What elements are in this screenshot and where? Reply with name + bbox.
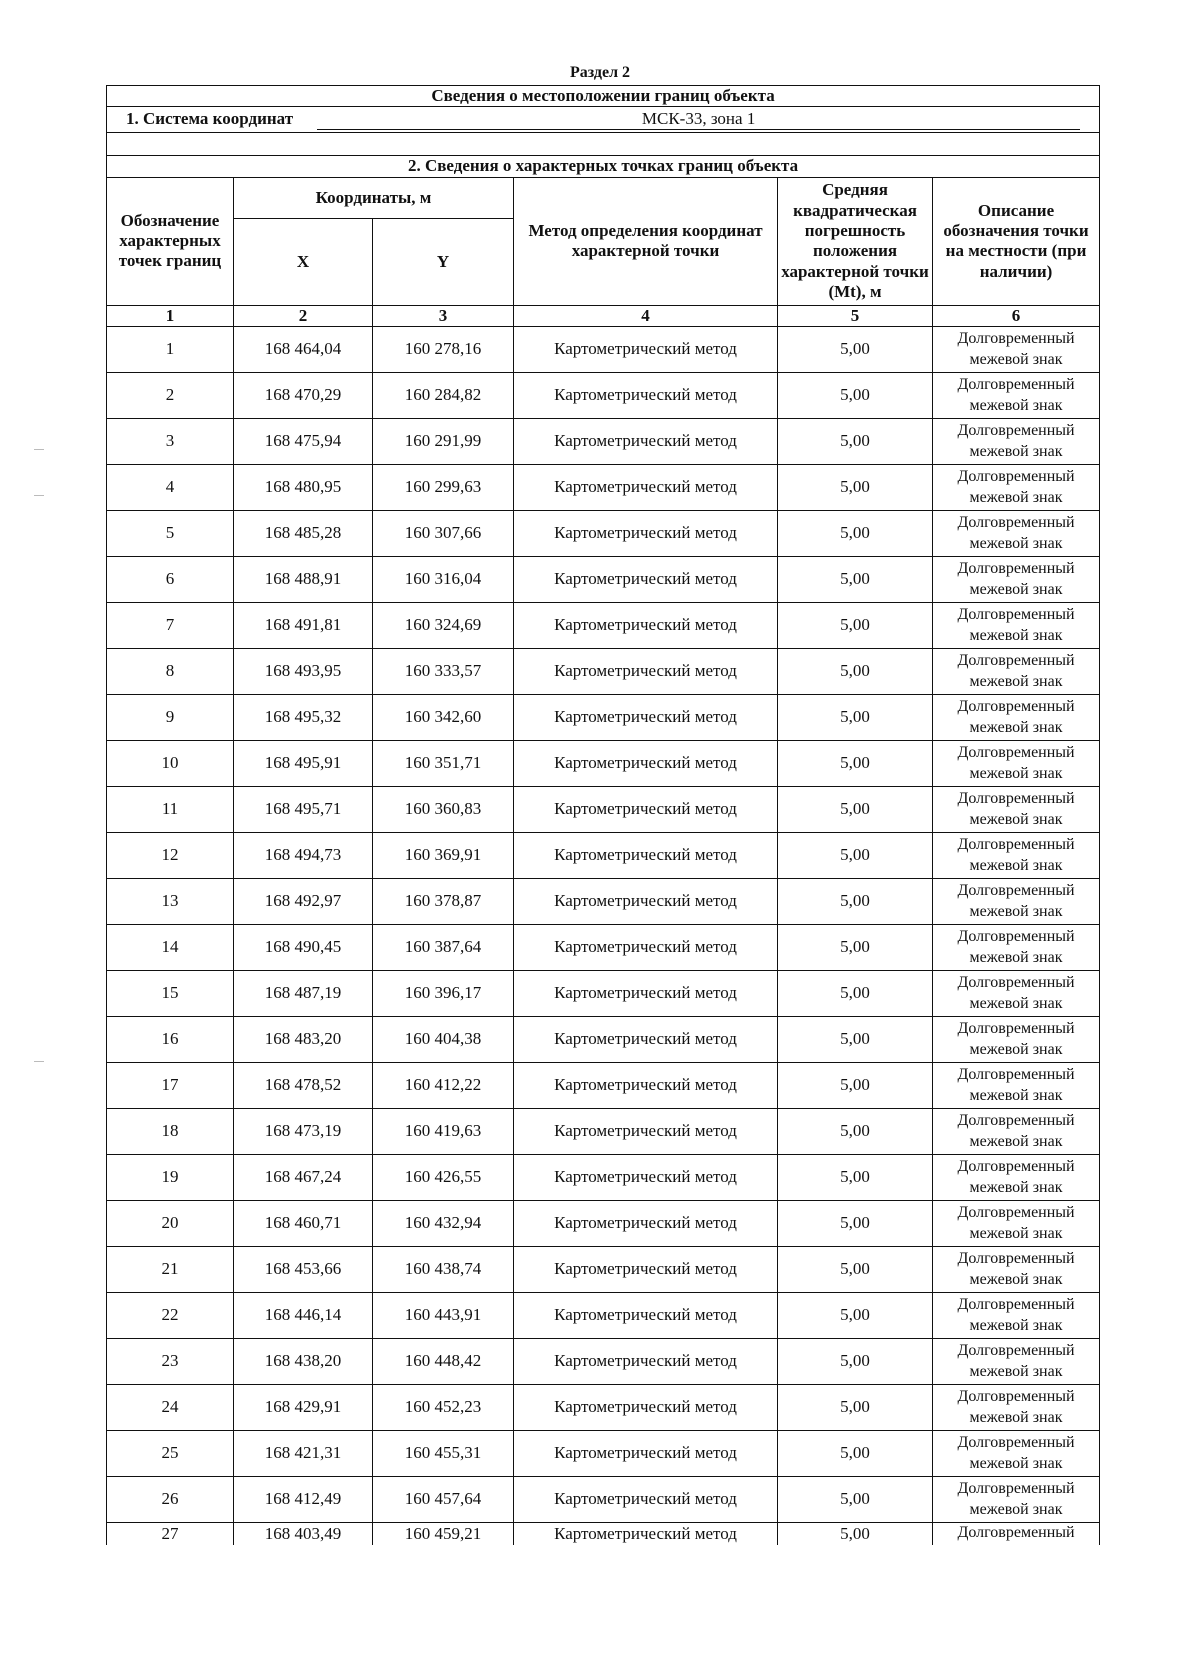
column-number: 6: [933, 305, 1100, 326]
table-row: [107, 1477, 1100, 1523]
description: Долговременный межевой знак: [933, 1155, 1100, 1201]
column-number: 2: [234, 305, 373, 326]
coord-x: 168 429,91: [234, 1385, 373, 1431]
method: Картометрический метод: [514, 925, 778, 971]
description: Долговременный межевой знак: [933, 649, 1100, 695]
coord-y: 160 438,74: [373, 1247, 514, 1293]
coord-x: 168 485,28: [234, 511, 373, 557]
coord-x: 168 412,49: [234, 1477, 373, 1523]
description: Долговременный межевой знак: [933, 419, 1100, 465]
coord-y: 160 342,60: [373, 695, 514, 741]
point-number: 8: [107, 649, 234, 695]
scan-mark: [34, 1061, 44, 1062]
coord-x: 168 460,71: [234, 1201, 373, 1247]
header-x: X: [234, 218, 373, 305]
method: Картометрический метод: [514, 1247, 778, 1293]
mt-value: 5,00: [778, 373, 933, 419]
description: Долговременный межевой знак: [933, 741, 1100, 787]
method: Картометрический метод: [514, 511, 778, 557]
coord-x: 168 473,19: [234, 1109, 373, 1155]
table-row: [107, 603, 1100, 649]
boundary-table: [106, 85, 1100, 1545]
coord-y: 160 291,99: [373, 419, 514, 465]
point-number: 26: [107, 1477, 234, 1523]
table-row: [107, 1293, 1100, 1339]
description: Долговременный межевой знак: [933, 1477, 1100, 1523]
coord-x: 168 491,81: [234, 603, 373, 649]
table-row: [107, 1385, 1100, 1431]
point-number: 20: [107, 1201, 234, 1247]
coord-x: 168 483,20: [234, 1017, 373, 1063]
coord-y: 160 333,57: [373, 649, 514, 695]
method: Картометрический метод: [514, 695, 778, 741]
method: Картометрический метод: [514, 1477, 778, 1523]
mt-value: 5,00: [778, 1155, 933, 1201]
mt-value: 5,00: [778, 1109, 933, 1155]
column-number: 4: [514, 305, 778, 326]
mt-value: 5,00: [778, 557, 933, 603]
coord-y: 160 278,16: [373, 327, 514, 373]
table-row: [107, 557, 1100, 603]
table-row: [107, 419, 1100, 465]
description: Долговременный межевой знак: [933, 1017, 1100, 1063]
point-number: 4: [107, 465, 234, 511]
table-row: [107, 741, 1100, 787]
mt-value: 5,00: [778, 1385, 933, 1431]
header-method: Метод определения координат характерной точки: [514, 177, 778, 305]
method: Картометрический метод: [514, 787, 778, 833]
coord-y: 160 360,83: [373, 787, 514, 833]
mt-value: 5,00: [778, 1293, 933, 1339]
table-row: [107, 1523, 1100, 1546]
mt-value: 5,00: [778, 787, 933, 833]
coord-y: 160 378,87: [373, 879, 514, 925]
coord-y: 160 457,64: [373, 1477, 514, 1523]
description: Долговременный межевой знак: [933, 1339, 1100, 1385]
coord-system-value: МСК-33, зона 1: [317, 109, 1080, 130]
method: Картометрический метод: [514, 327, 778, 373]
point-number: 11: [107, 787, 234, 833]
mt-value: 5,00: [778, 1247, 933, 1293]
method: Картометрический метод: [514, 1293, 778, 1339]
description: Долговременный межевой знак: [933, 327, 1100, 373]
point-number: 22: [107, 1293, 234, 1339]
point-number: 12: [107, 833, 234, 879]
point-number: 27: [107, 1523, 234, 1546]
mt-value: 5,00: [778, 327, 933, 373]
table-row: [107, 787, 1100, 833]
mt-value: 5,00: [778, 1017, 933, 1063]
coord-y: 160 426,55: [373, 1155, 514, 1201]
coord-x: 168 493,95: [234, 649, 373, 695]
mt-value: 5,00: [778, 695, 933, 741]
coord-x: 168 495,32: [234, 695, 373, 741]
point-number: 6: [107, 557, 234, 603]
coord-x: 168 403,49: [234, 1523, 373, 1546]
coord-x: 168 478,52: [234, 1063, 373, 1109]
coord-x: 168 446,14: [234, 1293, 373, 1339]
coord-x: 168 495,91: [234, 741, 373, 787]
coord-system-row: [107, 107, 1100, 133]
description: Долговременный межевой знак: [933, 373, 1100, 419]
coord-y: 160 396,17: [373, 971, 514, 1017]
description: Долговременный межевой знак: [933, 557, 1100, 603]
table-title: Сведения о местоположении границ объекта: [107, 86, 1100, 107]
description: Долговременный: [933, 1523, 1100, 1546]
coord-x: 168 494,73: [234, 833, 373, 879]
method: Картометрический метод: [514, 1201, 778, 1247]
point-number: 14: [107, 925, 234, 971]
coord-y: 160 307,66: [373, 511, 514, 557]
mt-value: 5,00: [778, 741, 933, 787]
table-row: [107, 1063, 1100, 1109]
coord-x: 168 470,29: [234, 373, 373, 419]
description: Долговременный межевой знак: [933, 511, 1100, 557]
coord-y: 160 351,71: [373, 741, 514, 787]
header-y: Y: [373, 218, 514, 305]
method: Картометрический метод: [514, 419, 778, 465]
column-number: 1: [107, 305, 234, 326]
method: Картометрический метод: [514, 1109, 778, 1155]
point-number: 3: [107, 419, 234, 465]
mt-value: 5,00: [778, 603, 933, 649]
description: Долговременный межевой знак: [933, 1109, 1100, 1155]
mt-value: 5,00: [778, 1431, 933, 1477]
mt-value: 5,00: [778, 649, 933, 695]
description: Долговременный межевой знак: [933, 695, 1100, 741]
mt-value: 5,00: [778, 1339, 933, 1385]
point-number: 15: [107, 971, 234, 1017]
point-number: 18: [107, 1109, 234, 1155]
description: Долговременный межевой знак: [933, 1247, 1100, 1293]
point-number: 24: [107, 1385, 234, 1431]
coord-y: 160 443,91: [373, 1293, 514, 1339]
table-row: [107, 1339, 1100, 1385]
scan-mark: [34, 495, 44, 496]
coord-x: 168 467,24: [234, 1155, 373, 1201]
header-designation: Обозначение характерных точек границ: [107, 177, 234, 305]
point-number: 10: [107, 741, 234, 787]
method: Картометрический метод: [514, 1063, 778, 1109]
header-description: Описание обозначения точки на местности (при наличии): [933, 177, 1100, 305]
coord-y: 160 419,63: [373, 1109, 514, 1155]
table-row: [107, 1017, 1100, 1063]
mt-value: 5,00: [778, 879, 933, 925]
method: Картометрический метод: [514, 373, 778, 419]
method: Картометрический метод: [514, 649, 778, 695]
coord-x: 168 488,91: [234, 557, 373, 603]
description: Долговременный межевой знак: [933, 879, 1100, 925]
mt-value: 5,00: [778, 925, 933, 971]
method: Картометрический метод: [514, 1155, 778, 1201]
mt-value: 5,00: [778, 1477, 933, 1523]
table-row: [107, 1201, 1100, 1247]
coord-y: 160 448,42: [373, 1339, 514, 1385]
mt-value: 5,00: [778, 833, 933, 879]
coord-y: 160 299,63: [373, 465, 514, 511]
mt-value: 5,00: [778, 971, 933, 1017]
point-number: 16: [107, 1017, 234, 1063]
section-title: Раздел 2: [569, 64, 631, 81]
method: Картометрический метод: [514, 1339, 778, 1385]
description: Долговременный межевой знак: [933, 1063, 1100, 1109]
coord-y: 160 284,82: [373, 373, 514, 419]
column-number: 5: [778, 305, 933, 326]
table-row: [107, 1247, 1100, 1293]
point-number: 9: [107, 695, 234, 741]
header-coordinates: Координаты, м: [234, 177, 514, 218]
coord-x: 168 421,31: [234, 1431, 373, 1477]
method: Картометрический метод: [514, 833, 778, 879]
table-row: [107, 879, 1100, 925]
table-row: [107, 925, 1100, 971]
mt-value: 5,00: [778, 1523, 933, 1546]
description: Долговременный межевой знак: [933, 925, 1100, 971]
scan-mark: [34, 449, 44, 450]
coord-x: 168 480,95: [234, 465, 373, 511]
points-title: 2. Сведения о характерных точках границ объекта: [107, 156, 1100, 177]
coord-x: 168 453,66: [234, 1247, 373, 1293]
mt-value: 5,00: [778, 511, 933, 557]
coord-x: 168 464,04: [234, 327, 373, 373]
method: Картометрический метод: [514, 557, 778, 603]
method: Картометрический метод: [514, 971, 778, 1017]
coord-system-label: 1. Система координат: [125, 109, 294, 129]
point-number: 21: [107, 1247, 234, 1293]
point-number: 5: [107, 511, 234, 557]
coord-y: 160 432,94: [373, 1201, 514, 1247]
point-number: 17: [107, 1063, 234, 1109]
coord-y: 160 455,31: [373, 1431, 514, 1477]
description: Долговременный межевой знак: [933, 1201, 1100, 1247]
coord-y: 160 404,38: [373, 1017, 514, 1063]
point-number: 23: [107, 1339, 234, 1385]
method: Картометрический метод: [514, 465, 778, 511]
coord-x: 168 438,20: [234, 1339, 373, 1385]
method: Картометрический метод: [514, 1523, 778, 1546]
description: Долговременный межевой знак: [933, 1385, 1100, 1431]
coord-x: 168 495,71: [234, 787, 373, 833]
coord-x: 168 492,97: [234, 879, 373, 925]
coord-y: 160 369,91: [373, 833, 514, 879]
point-number: 1: [107, 327, 234, 373]
table-row: [107, 465, 1100, 511]
coord-y: 160 459,21: [373, 1523, 514, 1546]
header-error: Средняя квадратическая погрешность положения характерной точки (Mt), м: [778, 177, 933, 305]
point-number: 13: [107, 879, 234, 925]
point-number: 2: [107, 373, 234, 419]
coord-x: 168 475,94: [234, 419, 373, 465]
point-number: 25: [107, 1431, 234, 1477]
description: Долговременный межевой знак: [933, 603, 1100, 649]
mt-value: 5,00: [778, 465, 933, 511]
coord-x: 168 487,19: [234, 971, 373, 1017]
coord-y: 160 324,69: [373, 603, 514, 649]
point-number: 7: [107, 603, 234, 649]
description: Долговременный межевой знак: [933, 1293, 1100, 1339]
description: Долговременный межевой знак: [933, 971, 1100, 1017]
table-row: [107, 1155, 1100, 1201]
table-row: [107, 327, 1100, 373]
description: Долговременный межевой знак: [933, 465, 1100, 511]
table-row: [107, 649, 1100, 695]
spacer-row: [107, 133, 1100, 156]
table-row: [107, 511, 1100, 557]
coord-y: 160 387,64: [373, 925, 514, 971]
method: Картометрический метод: [514, 741, 778, 787]
mt-value: 5,00: [778, 1201, 933, 1247]
table-row: [107, 971, 1100, 1017]
method: Картометрический метод: [514, 879, 778, 925]
point-number: 19: [107, 1155, 234, 1201]
method: Картометрический метод: [514, 1385, 778, 1431]
description: Долговременный межевой знак: [933, 787, 1100, 833]
coord-x: 168 490,45: [234, 925, 373, 971]
table-row: [107, 1431, 1100, 1477]
mt-value: 5,00: [778, 419, 933, 465]
coord-y: 160 452,23: [373, 1385, 514, 1431]
mt-value: 5,00: [778, 1063, 933, 1109]
method: Картометрический метод: [514, 1017, 778, 1063]
method: Картометрический метод: [514, 1431, 778, 1477]
table-row: [107, 833, 1100, 879]
table-row: [107, 1109, 1100, 1155]
table-row: [107, 695, 1100, 741]
column-number: 3: [373, 305, 514, 326]
coord-y: 160 316,04: [373, 557, 514, 603]
description: Долговременный межевой знак: [933, 1431, 1100, 1477]
coord-y: 160 412,22: [373, 1063, 514, 1109]
table-row: [107, 373, 1100, 419]
description: Долговременный межевой знак: [933, 833, 1100, 879]
method: Картометрический метод: [514, 603, 778, 649]
